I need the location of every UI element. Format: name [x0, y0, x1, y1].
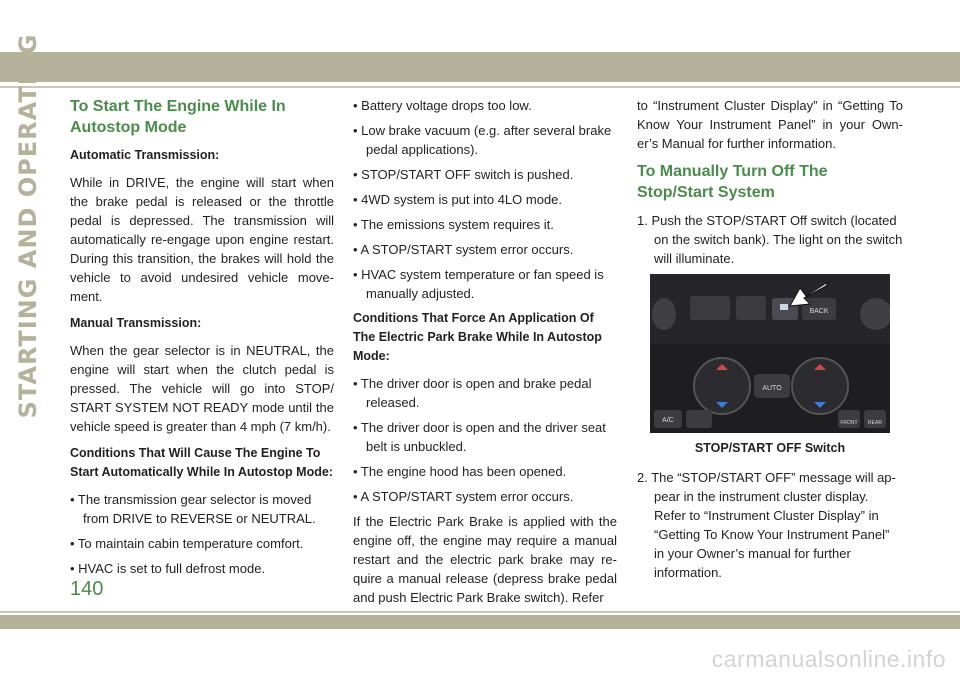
heading-turn-off-stop-start: To Manually Turn Off The Stop/Start System — [637, 163, 828, 201]
stop-start-switch-photo — [650, 274, 890, 433]
list-item: • The driver door is open and the driver seat belt is unbuckled. — [353, 420, 606, 454]
subheading-automatic-transmission: Automatic Transmission: — [70, 148, 220, 162]
list-item: • HVAC system temperature or fan speed is manually adjusted. — [353, 267, 604, 301]
list-item: • The driver door is open and brake pedal released. — [353, 376, 592, 410]
list-item: • Low brake vacuum (e.g. after several brake pedal applications). — [353, 123, 612, 157]
photo-back-label: BACK — [809, 308, 829, 315]
subheading-epb-conditions: Conditions That Force An Application Of The Electric Park Brake While In Autostop Mode: — [353, 311, 602, 363]
watermark: carmanualsonline.info — [711, 646, 946, 672]
list-item: • HVAC is set to full defrost mode. — [70, 561, 266, 576]
list-item: • The engine hood has been opened. — [353, 464, 567, 479]
photo-ac-label: A/C — [662, 417, 674, 424]
bottom-band — [0, 615, 960, 629]
step-2: 2. The “STOP/START OFF” message will ap- pear in the instrument cluster display. Refer to “Instrument Cluster Display” in “Getting To Know Your Instrument Panel” in your Owner’s manual for further information. — [637, 470, 896, 580]
column-1 — [70, 96, 334, 584]
photo-front-label: FRONT — [840, 420, 858, 426]
section-side-label — [6, 33, 50, 419]
heading-start-engine-autostop: To Start The Engine While In Autostop Mode — [70, 98, 286, 136]
list-item: • The transmission gear selector is moved from DRIVE to REVERSE or NEUTRAL. — [70, 492, 316, 526]
list-item: • Battery voltage drops too low. — [353, 98, 532, 113]
photo-caption: STOP/START OFF Switch — [694, 441, 846, 455]
list-item: • 4WD system is put into 4LO mode. — [353, 192, 563, 207]
column-3 — [637, 96, 903, 588]
list-item: • To maintain cabin temperature comfort. — [70, 536, 304, 551]
subheading-manual-transmission: Manual Transmission: — [70, 316, 202, 330]
subheading-autostart-conditions: Conditions That Will Cause The Engine To Start Automatically While In Autostop Mode: — [70, 446, 333, 479]
paragraph-automatic-transmission: While in DRIVE, the engine will start when the brake pedal is released or the throttle pedal is depressed. The transmission will automatically re-engage upon engine restart. During this transition, the brakes will hold the vehicle to avoid undesired vehicle move- ment. — [70, 175, 334, 304]
bottom-rule — [0, 611, 960, 613]
list-item: • A STOP/START system error occurs. — [353, 489, 574, 504]
list-item: • STOP/START OFF switch is pushed. — [353, 167, 574, 182]
list-item: • A STOP/START system error occurs. — [353, 242, 574, 257]
photo-rear-label: REAR — [868, 420, 882, 426]
photo-auto-label: AUTO — [762, 385, 782, 392]
column-2 — [353, 96, 617, 615]
page-number: 140 — [70, 578, 104, 600]
paragraph-manual-transmission: When the gear selector is in NEUTRAL, the engine will start when the clutch pedal is pressed. The vehicle will go into STOP/ START SYSTEM NOT READY mode until the vehicle speed is greater than 4 mph (7 km/h). — [70, 343, 334, 434]
paragraph-continued: to “Instrument Cluster Display” in “Getting To Know Your Instrument Panel” in your Own- er’s Manual for further information. — [637, 98, 903, 151]
step-1: 1. Push the STOP/START Off switch (located on the switch bank). The light on the switch will illuminate. — [637, 213, 903, 266]
paragraph-epb-restart: If the Electric Park Brake is applied with the engine off, the engine may require a manual restart and the electric park brake may re- quire a manual release (depress brake pedal and push Electric Park Brake switch). Refer — [353, 514, 617, 605]
top-band — [0, 52, 960, 82]
side-label-text: STARTING AND OPERATING — [14, 33, 42, 419]
top-rule — [0, 86, 960, 88]
list-item: • The emissions system requires it. — [353, 217, 554, 232]
